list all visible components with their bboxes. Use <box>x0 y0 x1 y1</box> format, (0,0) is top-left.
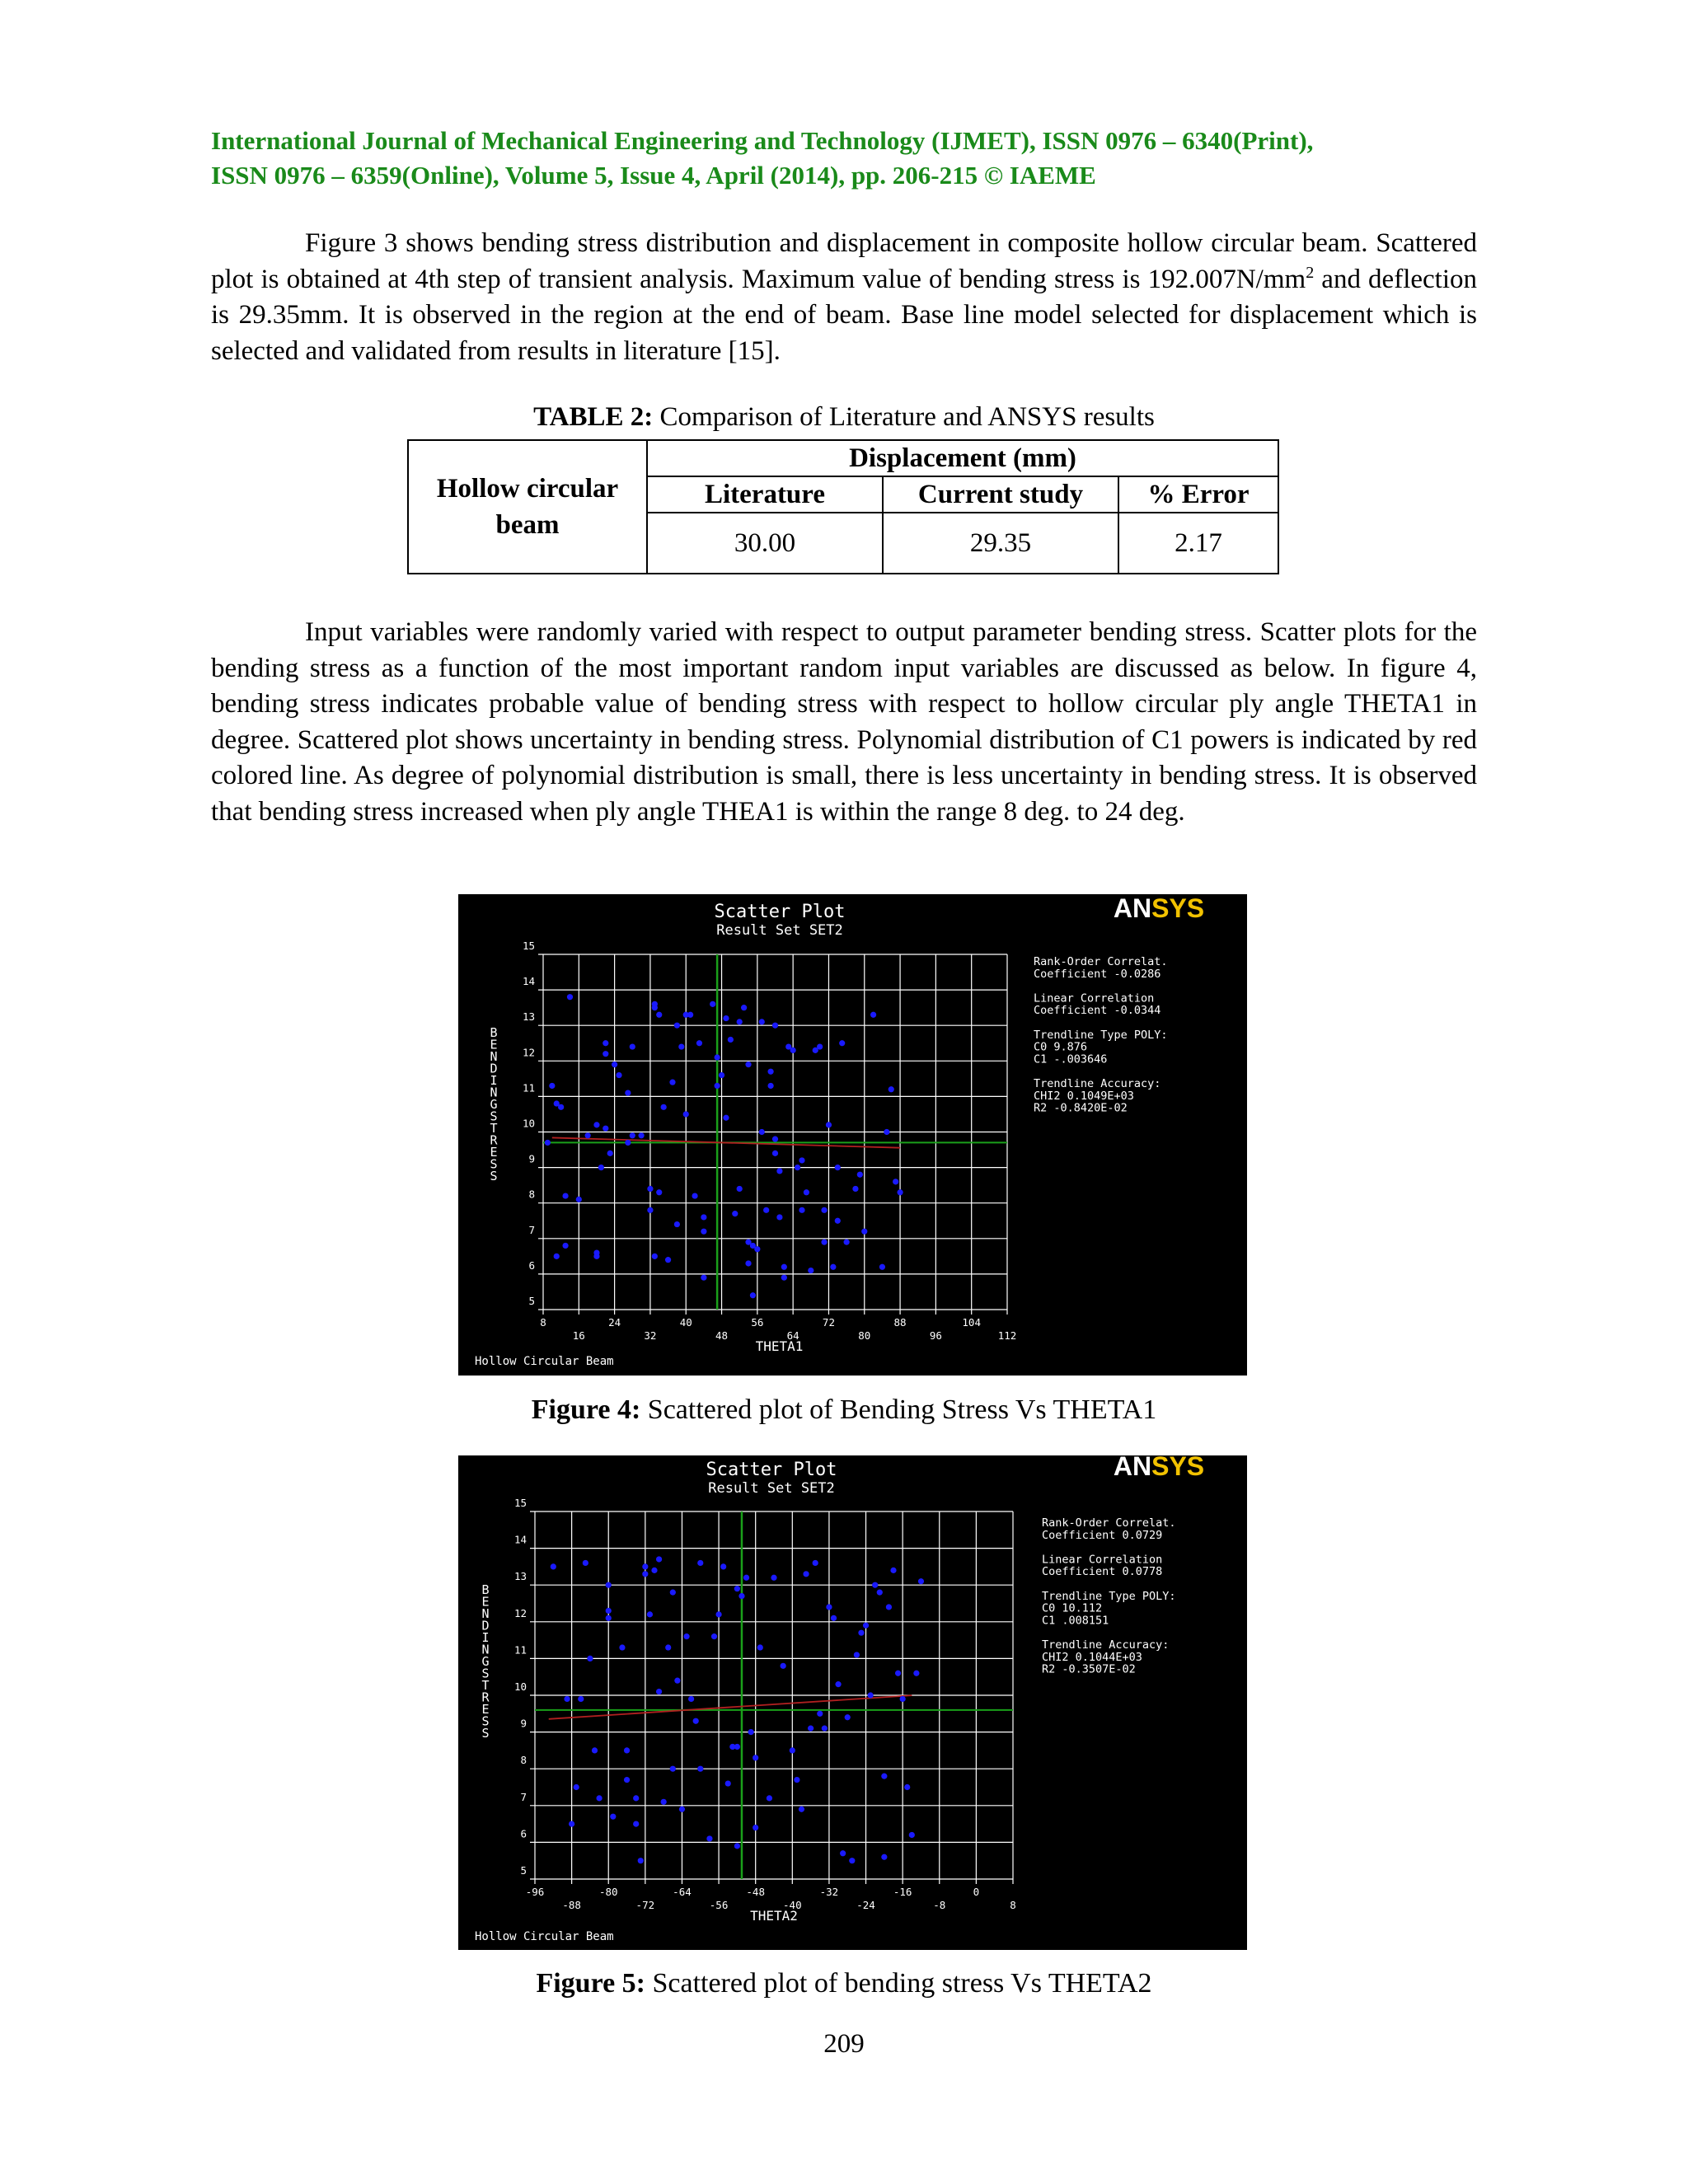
table-col-header: Current study <box>883 476 1118 513</box>
scatter-point <box>593 1254 599 1259</box>
scatter-point <box>754 1246 760 1252</box>
ansys-logo: ANSYS <box>1113 1455 1205 1481</box>
x-tick-label: -80 <box>598 1886 618 1898</box>
table-group-header: Displacement (mm) <box>647 440 1278 476</box>
scatter-point <box>638 1858 644 1863</box>
x-tick-label: 80 <box>858 1329 871 1342</box>
x-tick-label: 16 <box>572 1329 585 1342</box>
paragraph-1-text-a: Figure 3 shows bending stress distribution and displacement in composite hollow circular beam. Scattered plot is obtained at 4th step of transient analysis. Maximum value of bending stress is 192.007N/mm <box>211 228 1477 294</box>
scatter-point <box>633 1821 639 1827</box>
stats-line: Coefficient -0.0286 <box>1034 967 1161 981</box>
scatter-point <box>701 1214 706 1220</box>
table-cell: 29.35 <box>883 513 1118 574</box>
stats-line: CHI2 0.1044E+03 <box>1042 1650 1142 1664</box>
journal-header <box>211 124 1477 193</box>
scatter-point <box>771 1575 776 1581</box>
scatter-point <box>616 1072 621 1078</box>
y-tick-label: 9 <box>528 1152 535 1165</box>
scatter-point <box>656 1012 662 1018</box>
scatter-point <box>642 1571 648 1577</box>
scatter-point <box>757 1644 763 1650</box>
scatter-point <box>759 1019 765 1024</box>
x-tick-label: 104 <box>962 1316 981 1329</box>
scatter-point <box>652 1001 658 1007</box>
scatter-point <box>624 1747 630 1753</box>
x-tick-label: 8 <box>540 1316 546 1329</box>
scatter-point <box>835 1218 841 1224</box>
scatter-point <box>607 1151 613 1156</box>
x-tick-label: -64 <box>673 1886 692 1898</box>
scatter-point <box>688 1696 694 1702</box>
scatter-point <box>587 1656 593 1661</box>
x-tick-label: -32 <box>819 1886 839 1898</box>
scatter-point <box>603 1126 608 1132</box>
scatter-point <box>612 1062 617 1067</box>
x-axis-label: THETA2 <box>750 1908 798 1924</box>
scatter-point <box>803 1571 809 1577</box>
chart-footer: Hollow Circular Beam <box>475 1355 614 1368</box>
scatter-point <box>741 1005 747 1010</box>
scatter-point <box>723 1115 729 1121</box>
scatter-point <box>857 1172 863 1178</box>
scatter-point <box>585 1132 591 1138</box>
scatter-point <box>732 1211 738 1216</box>
y-tick-label: 13 <box>522 1010 535 1024</box>
scatter-point <box>767 1795 772 1801</box>
x-tick-label: -96 <box>525 1886 545 1898</box>
paragraph-1 <box>211 226 1477 369</box>
y-axis-label: B E N D I N G S T R E S S <box>481 1582 490 1741</box>
scatter-point <box>772 1151 778 1156</box>
x-tick-label: -88 <box>562 1899 581 1911</box>
y-tick-label: 6 <box>528 1258 535 1272</box>
scatter-point <box>734 1843 740 1849</box>
scatter-point <box>578 1696 584 1702</box>
y-tick-label: 12 <box>522 1046 535 1059</box>
scatter-point <box>870 1012 876 1018</box>
scatter-chart-theta1 <box>458 894 1247 1376</box>
scatter-point <box>817 1711 823 1717</box>
scatter-point <box>808 1726 814 1732</box>
scatter-point <box>840 1850 846 1856</box>
x-tick-label: 40 <box>679 1316 692 1329</box>
scatter-point <box>776 1214 782 1220</box>
scatter-point <box>619 1644 625 1650</box>
scatter-point <box>763 1207 769 1213</box>
scatter-point <box>845 1714 851 1720</box>
stats-line: Linear Correlation <box>1034 991 1155 1005</box>
scatter-point <box>745 1062 751 1067</box>
scatter-point <box>630 1043 635 1049</box>
scatter-point <box>656 1689 662 1694</box>
scatter-point <box>743 1575 749 1581</box>
x-tick-label: 24 <box>608 1316 621 1329</box>
scatter-point <box>767 1069 773 1075</box>
scatter-point <box>897 1189 903 1195</box>
scatter-point <box>549 1083 555 1089</box>
stats-line: Linear Correlation <box>1042 1553 1163 1567</box>
scatter-point <box>900 1696 906 1702</box>
scatter-point <box>728 1037 734 1043</box>
y-tick-label: 5 <box>528 1295 535 1307</box>
x-tick-label: -16 <box>893 1886 912 1898</box>
figure-4-caption-text: Scattered plot of Bending Stress Vs THETA1 <box>640 1394 1157 1425</box>
scatter-point <box>545 1140 551 1146</box>
scatter-point <box>656 1189 662 1195</box>
scatter-point <box>652 1254 658 1259</box>
scatter-point <box>737 1186 743 1192</box>
scatter-point <box>567 994 573 1000</box>
scatter-point <box>753 1755 758 1760</box>
table-row-header: Hollow circular beam <box>408 440 647 574</box>
scatter-point <box>767 1083 773 1089</box>
scatter-point <box>562 1193 568 1198</box>
chart-title: Scatter Plot <box>714 902 846 922</box>
chart-subtitle: Result Set SET2 <box>708 1480 835 1497</box>
scatter-point <box>872 1582 878 1588</box>
scatter-point <box>719 1072 724 1078</box>
scatter-point <box>715 1054 720 1060</box>
scatter-point <box>696 1040 702 1046</box>
scatter-point <box>683 1111 689 1117</box>
scatter-point <box>606 1582 612 1588</box>
stats-line: C0 9.876 <box>1034 1040 1088 1054</box>
scatter-point <box>562 1243 568 1249</box>
scatter-point <box>558 1104 564 1110</box>
scatter-point <box>701 1275 706 1281</box>
scatter-point <box>750 1292 756 1298</box>
chart-title: Scatter Plot <box>706 1460 837 1480</box>
scatter-point <box>822 1726 828 1732</box>
stats-line: Trendline Accuracy: <box>1042 1638 1170 1652</box>
table-col-header: Literature <box>647 476 883 513</box>
scatter-point <box>630 1132 635 1138</box>
table-caption-text: Comparison of Literature and ANSYS results <box>653 402 1155 432</box>
paragraph-1-text-b: and deflection is 29.35mm. It is observed in the region at the end of beam. Base line model selected for displacement which is selected and validated from results in literature [15]. <box>211 264 1477 366</box>
scatter-point <box>889 1086 894 1092</box>
scatter-point <box>826 1122 832 1127</box>
scatter-point <box>647 1611 653 1617</box>
scatter-point <box>795 1165 800 1170</box>
y-tick-label: 10 <box>513 1680 527 1693</box>
x-tick-label: -8 <box>933 1899 946 1911</box>
scatter-point <box>879 1264 885 1270</box>
stats-line: C1 -.003646 <box>1034 1052 1108 1066</box>
scatter-point <box>670 1766 676 1772</box>
stats-line: Rank-Order Correlat. <box>1042 1516 1176 1530</box>
scatter-point <box>715 1611 721 1617</box>
x-tick-label: 88 <box>893 1316 907 1329</box>
scatter-point <box>804 1189 809 1195</box>
scatter-point <box>858 1630 864 1636</box>
scatter-point <box>679 1807 685 1812</box>
scatter-point <box>661 1104 667 1110</box>
scatter-point <box>633 1795 639 1801</box>
y-tick-label: 8 <box>528 1188 535 1201</box>
scatter-point <box>706 1835 712 1841</box>
figure-5-caption-label: Figure 5: <box>536 1968 645 1999</box>
table-cell: 2.17 <box>1118 513 1278 574</box>
y-tick-label: 12 <box>513 1606 527 1619</box>
scatter-point <box>886 1604 892 1610</box>
scatter-point <box>799 1207 804 1213</box>
y-tick-label: 6 <box>520 1827 527 1840</box>
stats-line: R2 -0.3507E-02 <box>1042 1662 1136 1676</box>
scatter-point <box>692 1193 697 1198</box>
scatter-point <box>564 1696 570 1702</box>
scatter-point <box>687 1012 693 1018</box>
scatter-chart-theta2 <box>458 1455 1247 1950</box>
scatter-point <box>781 1663 786 1669</box>
figure-5-caption-text: Scattered plot of bending stress Vs THETA2 <box>645 1968 1152 1999</box>
x-tick-label: 48 <box>715 1329 729 1342</box>
scatter-point <box>678 1043 684 1049</box>
scatter-point <box>890 1568 896 1573</box>
stats-line: R2 -0.8420E-02 <box>1034 1101 1128 1115</box>
scatter-point <box>881 1854 887 1860</box>
scatter-point <box>592 1747 598 1753</box>
paragraph-1-superscript: 2 <box>1306 263 1315 282</box>
scatter-point <box>799 1157 804 1163</box>
scatter-point <box>861 1229 867 1235</box>
stats-line: Trendline Accuracy: <box>1034 1077 1161 1090</box>
scatter-point <box>849 1858 855 1863</box>
scatter-point <box>554 1254 560 1259</box>
figure-4-caption <box>211 1394 1477 1426</box>
scatter-point <box>701 1229 706 1235</box>
scatter-point <box>665 1257 671 1263</box>
scatter-point <box>813 1560 818 1566</box>
scatter-point <box>583 1560 588 1566</box>
scatter-point <box>593 1122 599 1127</box>
scatter-point <box>710 1001 715 1007</box>
scatter-point <box>598 1165 604 1170</box>
y-tick-label: 7 <box>528 1223 535 1236</box>
x-tick-label: 72 <box>822 1316 835 1329</box>
stats-line: Coefficient 0.0729 <box>1042 1528 1163 1542</box>
table-caption-label: TABLE 2: <box>533 402 654 432</box>
scatter-point <box>723 1015 729 1021</box>
x-tick-label: -72 <box>635 1899 655 1911</box>
scatter-point <box>830 1264 836 1270</box>
scatter-point <box>881 1774 887 1779</box>
x-tick-label: -56 <box>709 1899 729 1911</box>
scatter-point <box>821 1240 827 1245</box>
x-tick-label: -48 <box>746 1886 765 1898</box>
table-cell: 30.00 <box>647 513 883 574</box>
scatter-point <box>720 1563 726 1569</box>
scatter-point <box>574 1784 579 1790</box>
stats-line: C1 .008151 <box>1042 1614 1109 1628</box>
scatter-point <box>835 1165 841 1170</box>
x-tick-label: -40 <box>783 1899 802 1911</box>
figure-5-caption <box>211 1968 1477 1999</box>
x-tick-label: 112 <box>997 1329 1017 1342</box>
scatter-point <box>753 1825 758 1830</box>
scatter-point <box>603 1040 608 1046</box>
scatter-point <box>624 1777 630 1783</box>
stats-line: Rank-Order Correlat. <box>1034 955 1168 968</box>
scatter-point <box>674 1678 680 1684</box>
scatter-point <box>625 1140 631 1146</box>
figure-4-caption-label: Figure 4: <box>531 1394 641 1425</box>
x-tick-label: 64 <box>786 1329 799 1342</box>
scatter-point <box>868 1692 874 1698</box>
scatter-point <box>725 1780 731 1786</box>
scatter-point <box>895 1671 901 1676</box>
scatter-point <box>738 1593 744 1599</box>
x-tick-label: 0 <box>973 1886 980 1898</box>
x-tick-label: 96 <box>929 1329 942 1342</box>
scatter-point <box>863 1623 869 1629</box>
stats-line: CHI2 0.1049E+03 <box>1034 1089 1134 1103</box>
scatter-point <box>606 1608 612 1614</box>
y-tick-label: 11 <box>513 1643 527 1657</box>
scatter-point <box>893 1179 898 1184</box>
scatter-point <box>661 1799 667 1805</box>
scatter-point <box>884 1129 889 1135</box>
header-line-1: International Journal of Mechanical Engineering and Technology (IJMET), ISSN 0976 – 6340(Print), <box>211 126 1314 155</box>
scatter-point <box>790 1047 796 1053</box>
scatter-point <box>781 1264 787 1270</box>
page-number: 209 <box>823 2029 865 2059</box>
scatter-point <box>799 1807 804 1812</box>
scatter-point <box>831 1615 837 1621</box>
scatter-point <box>683 1633 689 1639</box>
scatter-point <box>697 1560 703 1566</box>
paragraph-2-text: Input variables were randomly varied with respect to output parameter bending stress. Scatter plots for the bending stress as a function of the most important random input variables are discussed as below. In figure 4, bending stress indicates probable value of bending stress with respect to hollow circular ply angle THETA1 in degree. Scattered plot shows uncertainty in bending stress. Polynomial distribution of C1 powers is indicated by red colored line. As degree of polynomial distribution is small, there is less uncertainty in bending stress. It is observed that bending stress increased when ply angle THEA1 is within the range 8 deg. to 24 deg. <box>211 617 1477 827</box>
scatter-point <box>674 1221 680 1227</box>
scatter-point <box>603 1051 608 1057</box>
scatter-point <box>918 1578 924 1584</box>
chart-subtitle: Result Set SET2 <box>716 922 843 939</box>
scatter-point <box>669 1080 675 1085</box>
y-tick-label: 14 <box>522 975 535 988</box>
trendline <box>549 1695 912 1719</box>
scatter-point <box>808 1268 814 1273</box>
scatter-point <box>670 1590 676 1596</box>
scatter-point <box>610 1814 616 1820</box>
y-axis-label: B E N D I N G S T R E S S <box>490 1025 498 1183</box>
stats-line: Trendline Type POLY: <box>1042 1589 1176 1603</box>
scatter-point <box>759 1129 765 1135</box>
scatter-point <box>638 1132 644 1138</box>
x-tick-label: 56 <box>751 1316 764 1329</box>
header-line-2: ISSN 0976 – 6359(Online), Volume 5, Issue 4, April (2014), pp. 206-215 © IAEME <box>211 161 1096 190</box>
scatter-point <box>817 1043 823 1049</box>
ansys-logo: ANSYS <box>1113 894 1205 923</box>
y-tick-label: 10 <box>522 1117 535 1130</box>
scatter-point <box>715 1083 720 1089</box>
scatter-point <box>745 1260 751 1266</box>
scatter-point <box>826 1604 832 1610</box>
scatter-point <box>569 1821 574 1827</box>
scatter-point <box>647 1186 653 1192</box>
scatter-point <box>656 1556 662 1562</box>
scatter-point <box>909 1832 915 1838</box>
figure-5-scatter-plot <box>458 1455 1247 1950</box>
scatter-point <box>852 1186 858 1192</box>
comparison-table <box>407 439 1279 574</box>
scatter-point <box>854 1652 860 1657</box>
y-tick-label: 9 <box>520 1717 527 1730</box>
scatter-point <box>674 1023 680 1029</box>
scatter-point <box>776 1168 782 1174</box>
y-tick-label: 5 <box>520 1864 527 1877</box>
x-tick-label: 8 <box>1010 1899 1016 1911</box>
scatter-point <box>737 1019 743 1024</box>
scatter-point <box>794 1777 799 1783</box>
scatter-point <box>711 1633 717 1639</box>
y-tick-label: 15 <box>513 1497 527 1509</box>
y-tick-label: 14 <box>513 1533 527 1546</box>
scatter-point <box>647 1207 653 1213</box>
scatter-point <box>772 1137 778 1142</box>
scatter-point <box>734 1586 740 1591</box>
scatter-point <box>697 1766 703 1772</box>
scatter-point <box>904 1784 910 1790</box>
y-tick-label: 7 <box>520 1790 527 1803</box>
paragraph-2 <box>211 615 1477 830</box>
scatter-point <box>835 1681 841 1687</box>
scatter-point <box>551 1563 556 1569</box>
scatter-point <box>665 1644 671 1650</box>
scatter-point <box>821 1207 827 1213</box>
scatter-point <box>693 1718 699 1724</box>
scatter-point <box>606 1615 612 1621</box>
scatter-point <box>839 1040 845 1046</box>
y-tick-label: 15 <box>522 940 535 952</box>
table-caption <box>211 402 1477 433</box>
scatter-point <box>781 1275 787 1281</box>
y-tick-label: 13 <box>513 1570 527 1583</box>
scatter-point <box>642 1563 648 1569</box>
scatter-point <box>576 1197 582 1202</box>
scatter-point <box>913 1671 919 1676</box>
figure-4-scatter-plot <box>458 894 1247 1376</box>
scatter-point <box>844 1240 850 1245</box>
y-tick-label: 11 <box>522 1081 535 1094</box>
scatter-point <box>651 1568 657 1573</box>
x-tick-label: -24 <box>856 1899 875 1911</box>
scatter-point <box>790 1747 795 1753</box>
stats-line: Coefficient 0.0778 <box>1042 1565 1163 1579</box>
stats-line: C0 10.112 <box>1042 1601 1103 1615</box>
scatter-point <box>625 1090 631 1095</box>
table-col-header: % Error <box>1118 476 1278 513</box>
scatter-point <box>772 1023 778 1029</box>
scatter-point <box>748 1729 754 1735</box>
y-tick-label: 8 <box>520 1754 527 1767</box>
stats-line: Trendline Type POLY: <box>1034 1028 1168 1042</box>
scatter-point <box>596 1795 602 1801</box>
scatter-point <box>877 1590 883 1596</box>
x-axis-label: THETA1 <box>755 1338 804 1354</box>
scatter-point <box>734 1744 740 1750</box>
x-tick-label: 32 <box>644 1329 657 1342</box>
stats-line: Coefficient -0.0344 <box>1034 1004 1161 1018</box>
chart-footer: Hollow Circular Beam <box>475 1930 614 1943</box>
